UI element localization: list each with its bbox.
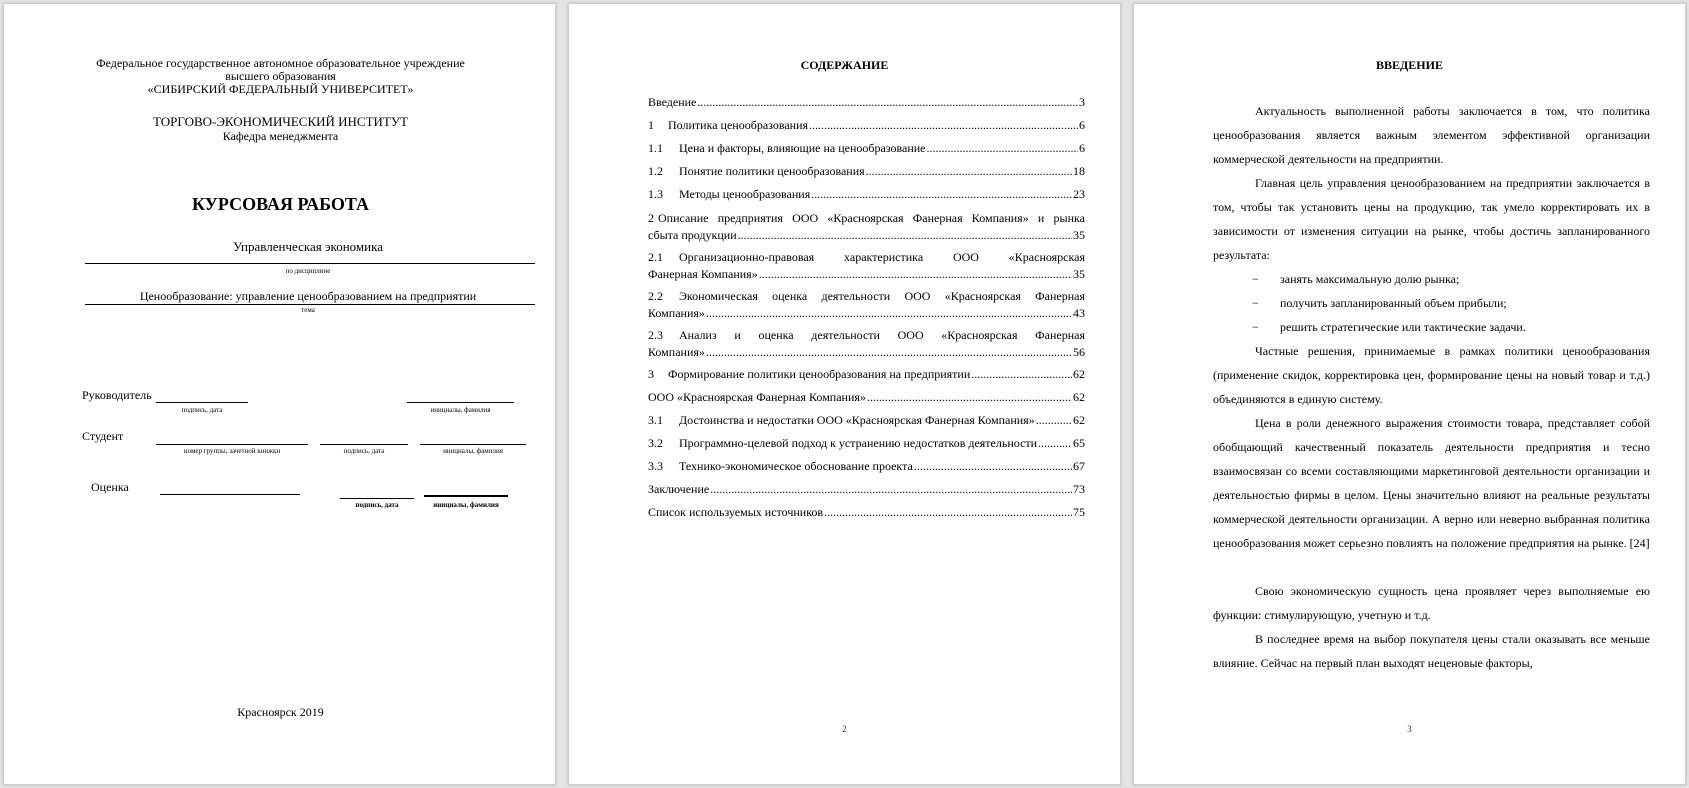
grade-sign-caption: подпись, дата — [355, 501, 399, 509]
toc-dot-leader — [759, 266, 1072, 283]
toc-entry[interactable] — [648, 412, 1085, 429]
toc-entry[interactable] — [648, 504, 1085, 521]
department-name: Кафедра менеджмента — [222, 129, 339, 143]
toc-entry-number: 3 — [648, 367, 654, 381]
bullet-text: решить стратегические или тактические задачи. — [1280, 320, 1526, 334]
toc-dot-leader — [811, 186, 1072, 203]
toc-entry-text-cont: сбыта продукции — [648, 228, 737, 242]
toc-entry-text: ООО «Красноярская Фанерная Компания» — [648, 390, 866, 404]
toc-entry-text: Заключение — [648, 482, 710, 496]
intro-bullet-2 — [1252, 291, 1652, 315]
intro-paragraph-5: Свою экономическую сущность цена проявляет через выполняемые ею функции: стимулирующую, учетную и т.д. — [1213, 584, 1650, 622]
intro-heading: ВВЕДЕНИЕ — [1376, 58, 1443, 72]
toc-entry-page: 6 — [1079, 118, 1085, 132]
bullet-text: занять максимальную долю рынка; — [1280, 272, 1460, 286]
toc-heading: СОДЕРЖАНИЕ — [800, 58, 889, 72]
intro-paragraph-4: Цена в роли денежного выражения стоимости товара, представляет собой обобщающий качественный показатель деятельности предприятия и тесно взаимосвязан со всеми составляющими маркетинговой деятельности организации и деятельностью фирмы в целом. Цены значительно влияют на реальные результаты коммерческой деятельности организации. А верно или неверно выбранная политика ценообразования может серьезно повлиять на положение предприятия на рынке. [24] — [1213, 416, 1650, 550]
toc-entry-page: 65 — [1073, 436, 1085, 450]
toc-entry[interactable] — [648, 210, 1085, 244]
toc-entry-text: Организационно-правовая характеристика ООО «Красноярская — [679, 250, 1085, 264]
toc-entry-text: Технико-экономическое обоснование проекта — [679, 459, 913, 473]
supervisor-label: Руководитель — [82, 388, 152, 402]
toc-dot-leader — [706, 305, 1072, 322]
toc-entry[interactable] — [648, 117, 1085, 134]
toc-entry-text: Политика ценообразования — [668, 118, 809, 132]
toc-entry-number: 2.1 — [648, 250, 663, 264]
student-sign-line — [320, 444, 408, 445]
toc-entry[interactable] — [648, 389, 1085, 406]
toc-dot-leader — [710, 481, 1072, 498]
toc-entry[interactable] — [648, 327, 1085, 361]
toc-entry-text: Достоинства и недостатки ООО «Красноярская Фанерная Компания» — [679, 413, 1035, 427]
toc-entry-number: 1.1 — [648, 141, 663, 155]
toc-entry-page: 23 — [1073, 187, 1085, 201]
grade-value-line — [160, 494, 300, 495]
bullet-mark: − — [1252, 272, 1259, 286]
bullet-mark: − — [1252, 320, 1259, 334]
toc-entry-number: 2 — [648, 211, 654, 225]
toc-entry-number: 3.1 — [648, 413, 663, 427]
toc-dot-leader — [1036, 412, 1072, 429]
toc-entry-page: 75 — [1073, 505, 1085, 519]
bullet-mark: − — [1252, 296, 1259, 310]
toc-dot-leader — [914, 458, 1072, 475]
intro-bullet-3 — [1252, 315, 1652, 339]
intro-paragraph-1: Актуальность выполненной работы заключается в том, что политика ценообразования является важным элементом эффективной организации коммерческой деятельности на предприятии. — [1213, 104, 1650, 166]
grade-name-caption: инициалы, фамилия — [433, 501, 499, 509]
discipline-value: Управленческая экономика — [232, 239, 383, 254]
toc-entry-page: 62 — [1073, 413, 1085, 427]
page-number: 3 — [1407, 724, 1412, 734]
work-type-title: КУРСОВАЯ РАБОТА — [191, 194, 370, 214]
student-name-line — [420, 444, 526, 445]
title-page — [3, 3, 556, 785]
toc-entry-text: Анализ и оценка деятельности ООО «Красноярская Фанерная — [679, 328, 1085, 342]
toc-entry[interactable] — [648, 249, 1085, 283]
toc-dot-leader — [824, 504, 1072, 521]
toc-entry-page: 6 — [1079, 141, 1085, 155]
toc-dot-leader — [866, 163, 1072, 180]
toc-dot-leader — [971, 366, 1072, 383]
toc-entry-text: Список используемых источников — [648, 505, 824, 519]
toc-entry-page: 62 — [1073, 367, 1085, 381]
toc-dot-leader — [927, 140, 1079, 157]
student-group-caption: номер группы, зачетной книжки — [183, 447, 281, 455]
org-line-2: высшего образования — [225, 69, 336, 83]
topic-underline — [85, 304, 535, 305]
toc-entry-text: Программно-целевой подход к устранению недостатков деятельности — [679, 436, 1038, 450]
toc-entry-page: 35 — [1073, 228, 1085, 242]
toc-entry-page: 67 — [1073, 459, 1085, 473]
grade-label: Оценка — [91, 480, 129, 494]
toc-dot-leader — [809, 117, 1078, 134]
toc-entry[interactable] — [648, 481, 1085, 498]
toc-entry-number: 3.3 — [648, 459, 663, 473]
topic-caption: тема — [301, 306, 315, 314]
toc-entry-page: 18 — [1073, 164, 1085, 178]
city-year: Красноярск 2019 — [237, 705, 324, 719]
supervisor-name-line — [407, 402, 514, 403]
toc-entry[interactable] — [648, 435, 1085, 452]
toc-dot-leader — [1038, 435, 1072, 452]
toc-entry-text: Методы ценообразования — [679, 187, 811, 201]
toc-entry[interactable] — [648, 94, 1085, 111]
toc-entry-text: Экономическая оценка деятельности ООО «Красноярская Фанерная — [679, 289, 1085, 303]
student-label: Студент — [82, 429, 124, 443]
toc-entry[interactable] — [648, 163, 1085, 180]
bullet-text: получить запланированный объем прибыли; — [1280, 296, 1507, 310]
toc-dot-leader — [706, 344, 1072, 361]
org-line-1: Федеральное государственное автономное образовательное учреждение — [96, 56, 465, 70]
toc-entry[interactable] — [648, 288, 1085, 322]
institute-name: ТОРГОВО-ЭКОНОМИЧЕСКИЙ ИНСТИТУТ — [152, 114, 409, 129]
toc-entry-text: Понятие политики ценообразования — [679, 164, 865, 178]
toc-entry[interactable] — [648, 458, 1085, 475]
intro-bullet-1 — [1252, 267, 1652, 291]
toc-entry-page: 3 — [1079, 95, 1085, 109]
intro-page — [1133, 3, 1686, 785]
intro-paragraph-6: В последнее время на выбор покупателя цены стали оказывать все меньше влияние. Сейчас на первый план выходят неценовые факторы, — [1213, 632, 1650, 670]
toc-entry[interactable] — [648, 140, 1085, 157]
toc-entry-page: 73 — [1073, 482, 1085, 496]
toc-dot-leader — [867, 389, 1072, 406]
toc-entry-page: 43 — [1073, 306, 1085, 320]
toc-entry-text: Описание предприятия ООО «Красноярская Фанерная Компания» и рынка — [658, 211, 1085, 225]
supervisor-name-caption: инициалы, фамилия — [430, 406, 491, 414]
student-group-line — [156, 444, 308, 445]
supervisor-sign-line — [156, 402, 248, 403]
student-name-caption: инициалы, фамилия — [443, 447, 503, 455]
toc-entry-text: Цена и факторы, влияющие на ценообразование — [679, 141, 926, 155]
toc-entry-number: 2.3 — [648, 328, 663, 342]
toc-entry-text-cont: Компания» — [648, 306, 705, 320]
toc-entry-page: 56 — [1073, 345, 1085, 359]
toc-entry-page: 35 — [1073, 267, 1085, 281]
discipline-caption: по дисциплине — [285, 267, 331, 275]
topic-value: Ценообразование: управление ценообразованием на предприятии — [139, 289, 477, 303]
toc-entry-number: 2.2 — [648, 289, 663, 303]
toc-entry-number: 3.2 — [648, 436, 663, 450]
discipline-underline — [85, 263, 535, 264]
toc-entry-text: Формирование политики ценообразования на предприятии — [668, 367, 971, 381]
toc-entry-number: 1 — [648, 118, 654, 132]
toc-dot-leader — [697, 94, 1078, 111]
toc-entry[interactable] — [648, 366, 1085, 383]
intro-paragraph-2: Главная цель управления ценообразованием на предприятии заключается в том, чтобы так установить цены на продукцию, так умело корректировать их в зависимости от изменения ситуации на рынке, чтобы достичь запланированного результата: — [1213, 176, 1650, 262]
student-sign-caption: подпись, дата — [343, 447, 385, 455]
toc-dot-leader — [738, 227, 1072, 244]
supervisor-sign-caption: подпись, дата — [181, 406, 223, 414]
toc-entry-page: 62 — [1073, 390, 1085, 404]
toc-entry-text-cont: Компания» — [648, 345, 705, 359]
toc-entry-number: 1.3 — [648, 187, 663, 201]
grade-name-line — [424, 495, 508, 497]
toc-entry[interactable] — [648, 186, 1085, 203]
toc-page — [568, 3, 1121, 785]
toc-entry-number: 1.2 — [648, 164, 663, 178]
intro-paragraph-3: Частные решения, принимаемые в рамках политики ценообразования (применение скидок, корректировка цен, формирование цены на новый товар и т.д.) объединяются в единую систему. — [1213, 344, 1650, 406]
toc-entry-text-cont: Фанерная Компания» — [648, 267, 758, 281]
university-name: «СИБИРСКИЙ ФЕДЕРАЛЬНЫЙ УНИВЕРСИТЕТ» — [147, 82, 414, 96]
toc-entry-text: Введение — [648, 95, 697, 109]
page-number: 2 — [842, 724, 847, 734]
grade-sign-line — [340, 498, 414, 499]
